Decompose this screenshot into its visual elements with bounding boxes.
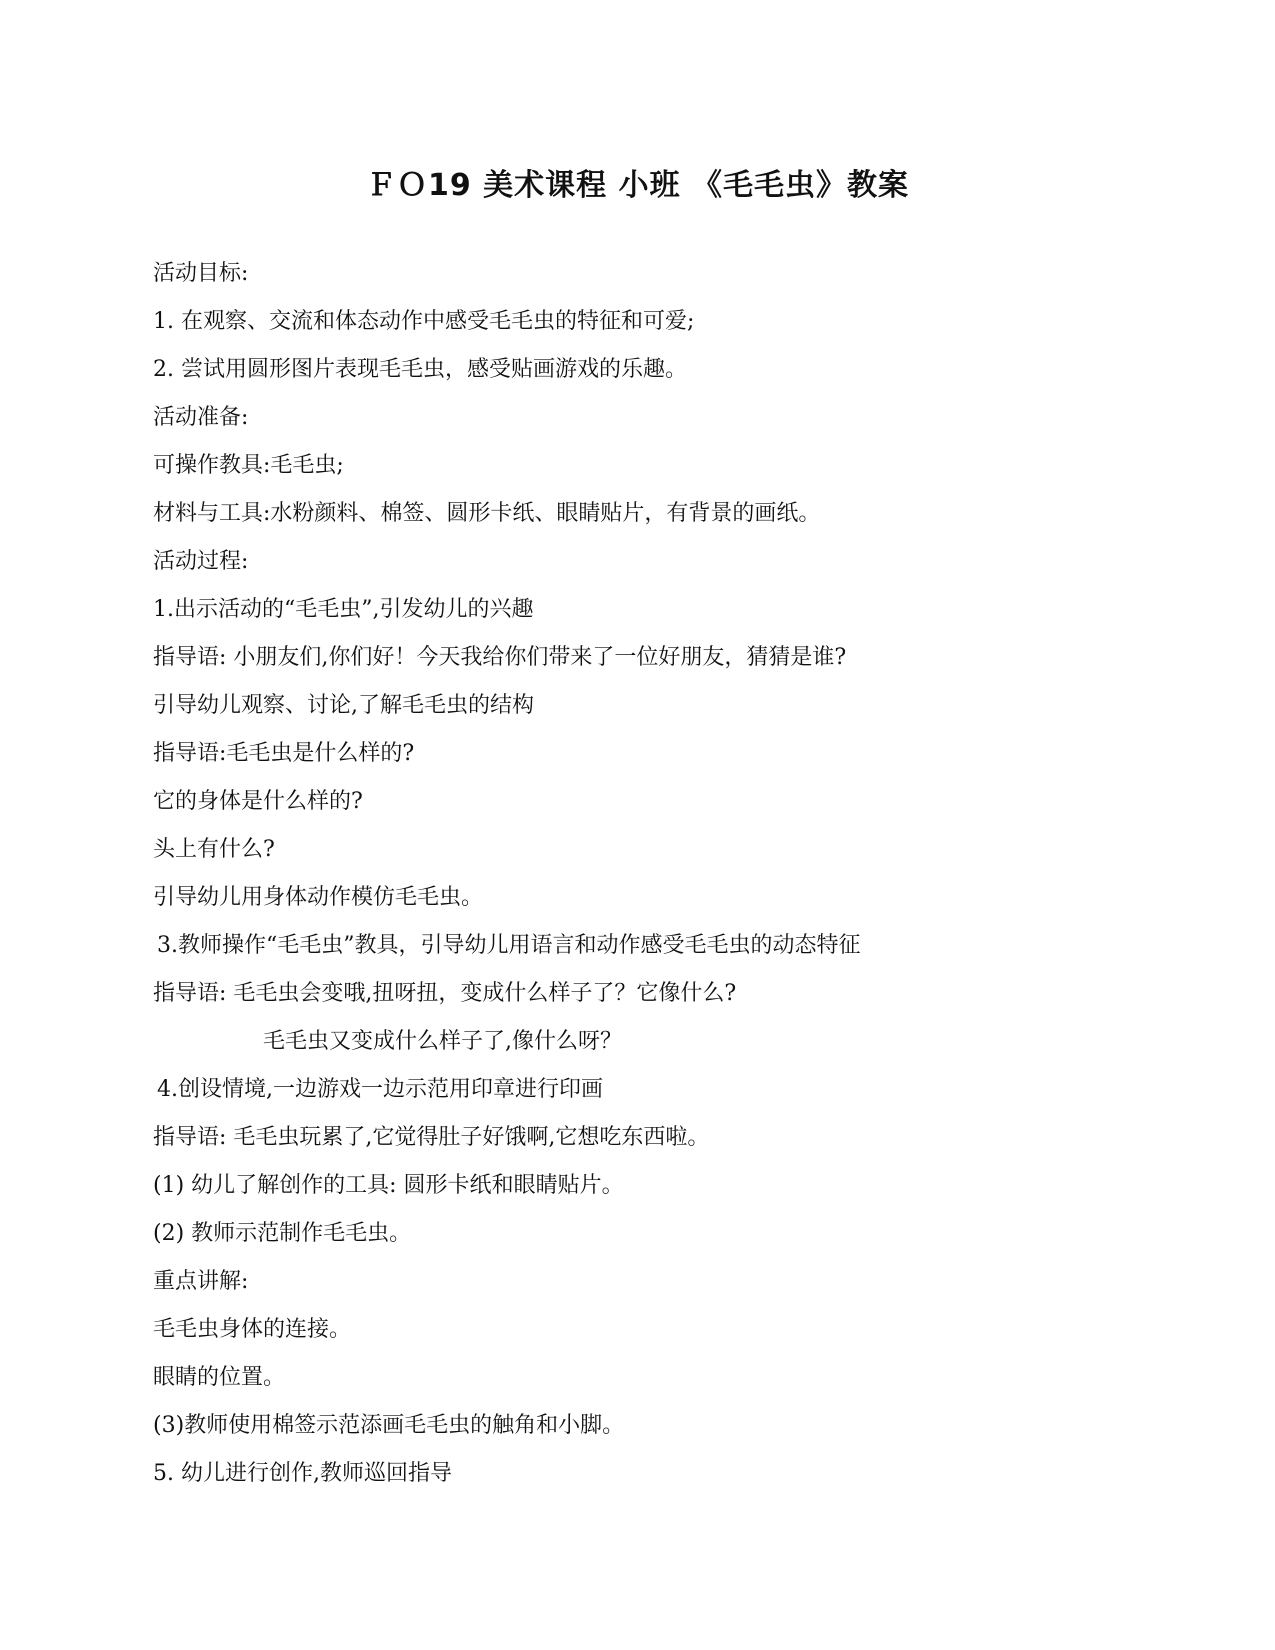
preparation-materials: 材料与工具:水粉颜料、棉签、圆形卡纸、眼睛贴片，有背景的画纸。: [153, 501, 821, 526]
section-heading-preparation: 活动准备:: [153, 405, 249, 430]
process-substep-1: (1) 幼儿了解创作的工具: 圆形卡纸和眼睛贴片。: [153, 1173, 624, 1198]
key-point-item: 眼睛的位置。: [153, 1365, 286, 1390]
process-step-5: 5. 幼儿进行创作,教师巡回指导: [153, 1461, 452, 1486]
document-title: ＦＯ19 美术课程 小班 《毛毛虫》教案: [365, 168, 910, 203]
process-substep-3: (3)教师使用棉签示范添画毛毛虫的触角和小脚。: [153, 1413, 625, 1438]
process-step-4: 4.创设情境,一边游戏一边示范用印章进行印画: [157, 1077, 603, 1102]
process-guide-text: 指导语: 毛毛虫会变哦,扭呀扭，变成什么样子了？它像什么?: [153, 981, 737, 1006]
objective-item-1: 1. 在观察、交流和体态动作中感受毛毛虫的特征和可爱;: [153, 309, 695, 334]
process-text: 毛毛虫又变成什么样子了,像什么呀？: [263, 1029, 622, 1054]
process-text: 引导幼儿用身体动作模仿毛毛虫。: [153, 885, 484, 910]
preparation-teaching-aid: 可操作教具:毛毛虫;: [153, 453, 344, 478]
process-guide-text: 指导语:毛毛虫是什么样的?: [153, 741, 415, 766]
process-guide-text: 指导语: 小朋友们,你们好！今天我给你们带来了一位好朋友，猜猜是谁?: [153, 645, 847, 670]
key-points-heading: 重点讲解:: [153, 1269, 249, 1294]
process-step-3: 3.教师操作“毛毛虫”教具，引导幼儿用语言和动作感受毛毛虫的动态特征: [157, 933, 861, 958]
process-text: 它的身体是什么样的?: [153, 789, 363, 814]
objective-item-2: 2. 尝试用圆形图片表现毛毛虫，感受贴画游戏的乐趣。: [153, 357, 687, 382]
process-guide-text: 指导语: 毛毛虫玩累了,它觉得肚子好饿啊,它想吃东西啦。: [153, 1125, 710, 1150]
section-heading-objectives: 活动目标:: [153, 261, 249, 286]
document-body: [153, 250, 1153, 1498]
section-heading-process: 活动过程:: [153, 549, 249, 574]
process-text: 头上有什么?: [153, 837, 275, 862]
process-text: 引导幼儿观察、讨论,了解毛毛虫的结构: [153, 693, 534, 718]
key-point-item: 毛毛虫身体的连接。: [153, 1317, 352, 1342]
process-substep-2: (2) 教师示范制作毛毛虫。: [153, 1221, 412, 1246]
process-step-1: 1.出示活动的“毛毛虫”,引发幼儿的兴趣: [153, 597, 534, 622]
